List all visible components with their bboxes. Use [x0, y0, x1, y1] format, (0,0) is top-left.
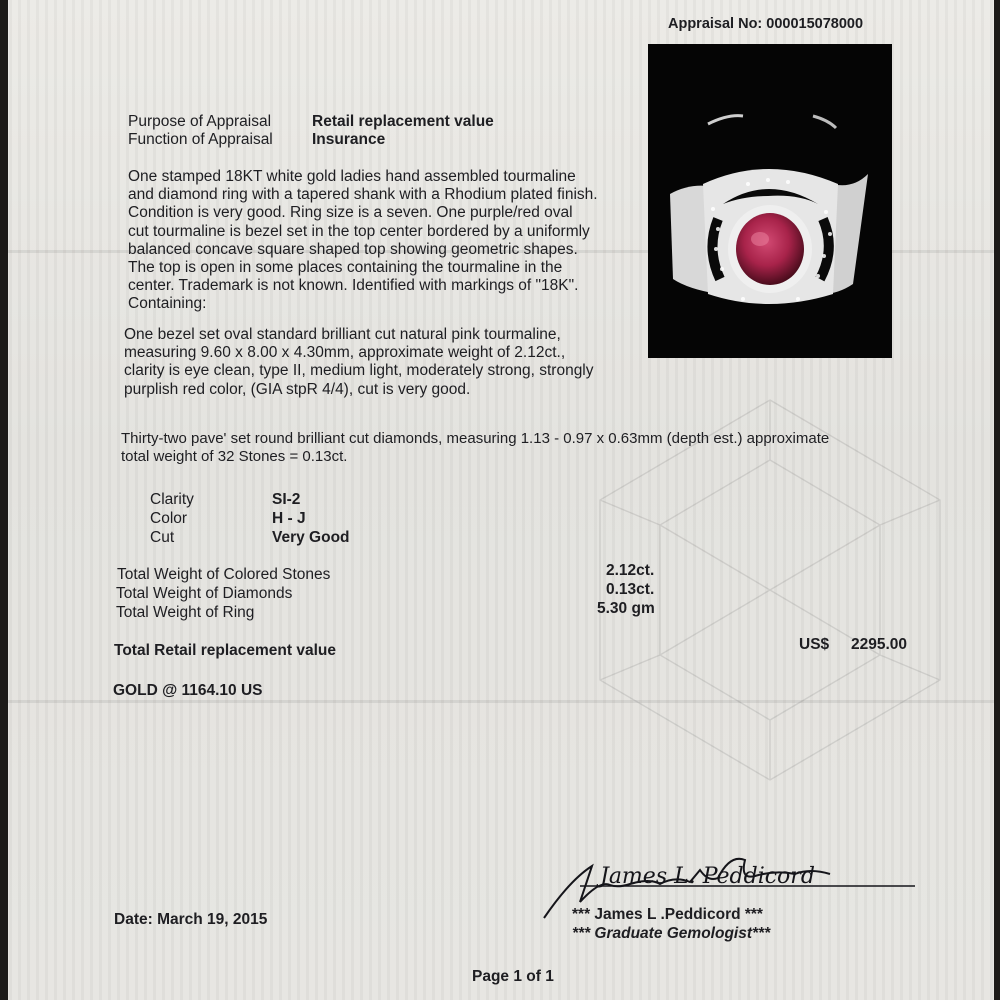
- description-line: center. Trademark is not known. Identified with markings of "18K".: [128, 277, 579, 295]
- grade-value-color: H - J: [272, 510, 306, 527]
- appraisal-date: Date: March 19, 2015: [114, 911, 268, 928]
- grade-value-cut: Very Good: [272, 529, 350, 546]
- signer-name: *** James L .Peddicord ***: [572, 906, 763, 923]
- ring-description: [128, 168, 598, 314]
- diamond-description: [121, 430, 829, 466]
- retail-value-label: Total Retail replacement value: [114, 642, 336, 659]
- retail-amount: 2295.00: [851, 636, 908, 653]
- background-edge: [0, 0, 8, 1000]
- tourmaline-line: One bezel set oval standard brilliant cut natural pink tourmaline,: [124, 326, 561, 343]
- total-diamonds-label: Total Weight of Diamonds: [116, 585, 293, 602]
- description-line: Condition is very good. Ring size is a seven. One purple/red oval: [128, 204, 573, 222]
- total-colored-stones-value: 2.12ct.: [606, 562, 655, 579]
- description-line: One stamped 18KT white gold ladies hand assembled tourmaline: [128, 168, 576, 185]
- diamond-line: total weight of 32 Stones = 0.13ct.: [121, 448, 348, 466]
- grade-label-clarity: Clarity: [150, 491, 194, 508]
- description-line: The top is open in some places containing the tourmaline in the: [128, 259, 563, 277]
- function-label: Function of Appraisal: [128, 131, 273, 148]
- purpose-label: Purpose of Appraisal: [128, 113, 272, 130]
- retail-currency: US$: [799, 636, 830, 653]
- description-line: and diamond ring with a tapered shank with a Rhodium plated finish.: [128, 186, 598, 204]
- ring-photo-icon: [648, 44, 892, 358]
- total-ring-value: 5.30 gm: [597, 600, 655, 617]
- description-line: balanced concave square shaped top showing geometric shapes.: [128, 240, 578, 258]
- tourmaline-line: measuring 9.60 x 8.00 x 4.30mm, approximate weight of 2.12ct.,: [124, 344, 566, 362]
- total-diamonds-value: 0.13ct.: [606, 581, 655, 598]
- tourmaline-line: purplish red color, (GIA stpR 4/4), cut is very good.: [124, 380, 471, 398]
- ring-photo: [648, 44, 892, 358]
- grade-label-cut: Cut: [150, 529, 175, 546]
- function-value: Insurance: [312, 131, 386, 148]
- appraisal-number: Appraisal No: 000015078000: [668, 16, 864, 32]
- signer-title: *** Graduate Gemologist***: [572, 925, 771, 942]
- grade-value-clarity: SI-2: [272, 491, 301, 508]
- signature-text: James L. Peddicord: [600, 864, 815, 889]
- total-colored-stones-label: Total Weight of Colored Stones: [117, 566, 331, 583]
- background-edge: [994, 0, 1000, 1000]
- description-line: cut tourmaline is bezel set in the top center bordered by a uniformly: [128, 222, 590, 240]
- gold-price: GOLD @ 1164.10 US: [113, 682, 263, 699]
- page-number: Page 1 of 1: [472, 968, 554, 985]
- tourmaline-line: clarity is eye clean, type II, medium light, moderately strong, strongly: [124, 362, 594, 380]
- description-line: Containing:: [128, 295, 207, 313]
- tourmaline-description: [124, 326, 594, 399]
- purpose-value: Retail replacement value: [312, 113, 494, 130]
- grade-label-color: Color: [150, 510, 188, 527]
- diamond-line: Thirty-two pave' set round brilliant cut diamonds, measuring 1.13 - 0.97 x 0.63mm (depth est.) approximate: [121, 430, 830, 447]
- total-ring-label: Total Weight of Ring: [116, 604, 255, 621]
